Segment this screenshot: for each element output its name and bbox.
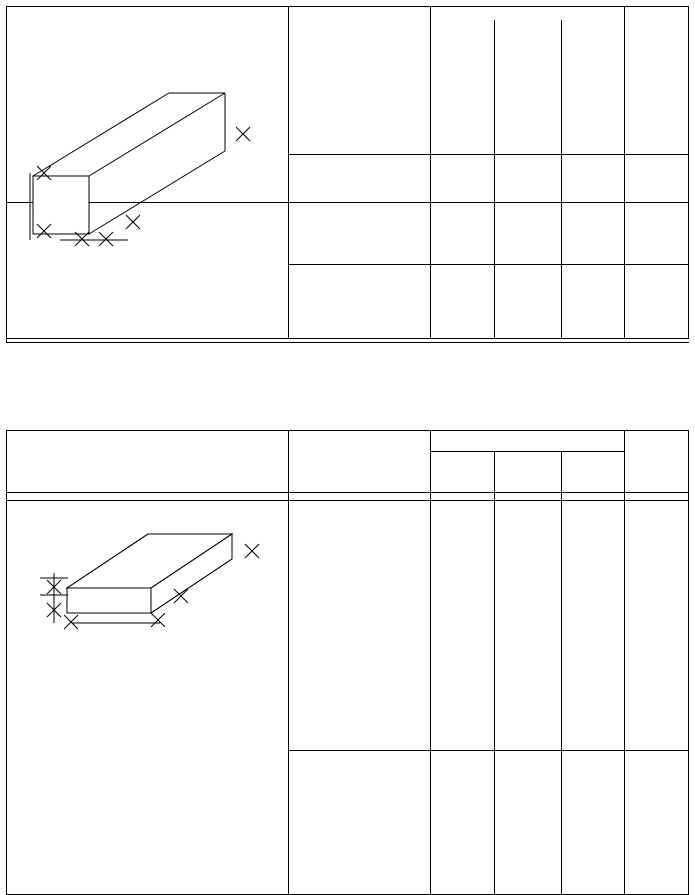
rule-h-header-split xyxy=(430,451,624,452)
rule-v-1 xyxy=(288,430,289,895)
lower-table xyxy=(6,430,689,895)
rule-v-left-edge xyxy=(6,430,7,895)
rule-h-subheader xyxy=(6,500,689,501)
rule-v-4 xyxy=(561,20,562,339)
rule-v-2 xyxy=(430,430,431,895)
rule-v-4 xyxy=(561,451,562,895)
rule-h-header-bottom xyxy=(6,492,689,493)
isometric-square-bar-drawing xyxy=(20,80,280,310)
rule-v-5 xyxy=(624,6,625,339)
rule-h-top xyxy=(6,430,689,431)
rule-v-right-edge xyxy=(688,430,689,895)
rule-v-2 xyxy=(430,6,431,339)
rule-v-right-edge xyxy=(688,6,689,339)
isometric-flat-plate-drawing xyxy=(20,525,280,725)
rule-h-top xyxy=(6,6,689,7)
rule-h-row2 xyxy=(288,202,689,203)
rule-h-row3 xyxy=(288,264,689,265)
rule-h-row1 xyxy=(288,154,689,155)
upper-table xyxy=(6,6,689,339)
rule-v-5 xyxy=(624,430,625,895)
rule-v-left-edge xyxy=(6,6,7,343)
rule-h-bottom-2 xyxy=(6,342,689,343)
rule-v-3 xyxy=(494,20,495,339)
rule-h-midrow xyxy=(288,750,689,751)
rule-v-3 xyxy=(494,451,495,895)
rule-v-1 xyxy=(288,6,289,339)
rule-h-bottom xyxy=(6,338,689,339)
